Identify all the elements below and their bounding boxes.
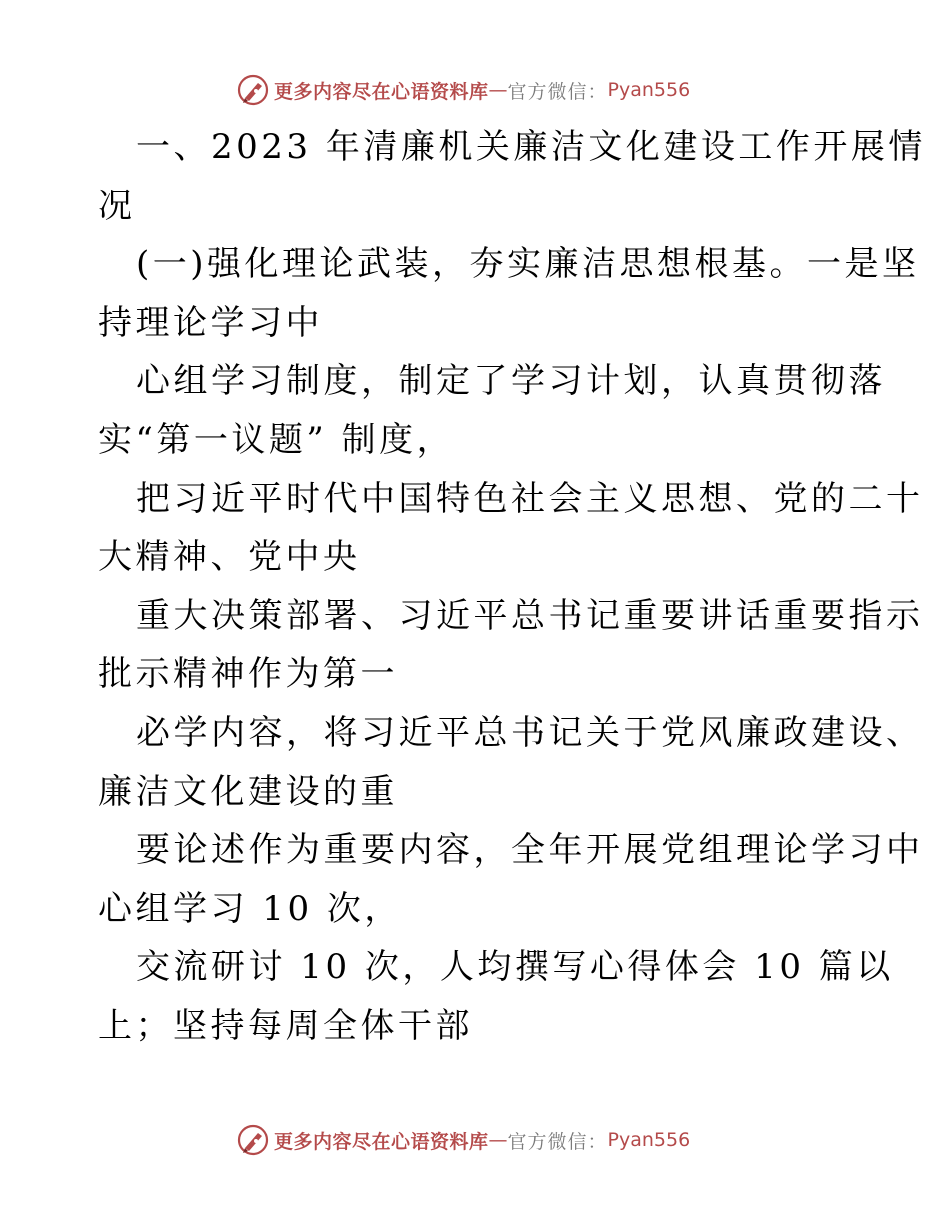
text-line: 持理论学习中 xyxy=(98,302,323,343)
banner-site-text: 更多内容尽在心语资料库 xyxy=(274,80,489,103)
text-line: 重大决策部署、习近平总书记重要讲话重要指示 xyxy=(136,595,924,636)
banner-dash: — xyxy=(488,1129,508,1151)
text-line: 一、2023 年清廉机关廉洁文化建设工作开展情 xyxy=(136,127,926,167)
text-line: 大精神、党中央 xyxy=(98,537,361,578)
text-line: 要论述作为重要内容，全年开展党组理论学习中 xyxy=(136,830,924,871)
pen-logo-icon xyxy=(236,73,270,107)
text-line: 心组学习制度，制定了学习计划，认真贯彻落 xyxy=(136,361,886,402)
header-watermark-banner xyxy=(236,72,690,108)
text-line: 实“第一议题” 制度， xyxy=(98,419,455,460)
text-line: 廉洁文化建设的重 xyxy=(98,771,398,812)
footer-watermark-banner xyxy=(236,1122,690,1158)
banner-wechat-label: 官方微信： xyxy=(507,80,608,103)
banner-dash: — xyxy=(488,79,508,101)
banner-wechat-label: 官方微信： xyxy=(507,1130,608,1153)
text-line: 心组学习 10 次， xyxy=(98,888,402,929)
pen-logo-icon xyxy=(236,1123,270,1157)
text-line: 批示精神作为第一 xyxy=(98,654,398,695)
text-line: 况 xyxy=(98,185,136,226)
text-line: 交流研讨 10 次，人均撰写心得体会 10 篇以 xyxy=(136,947,894,988)
text-line: 必学内容，将习近平总书记关于党风廉政建设、 xyxy=(136,712,924,753)
banner-site-text: 更多内容尽在心语资料库 xyxy=(274,1130,489,1153)
banner-wechat-id: Pyan556 xyxy=(607,1129,691,1151)
document-body xyxy=(98,118,926,1056)
banner-wechat-id: Pyan556 xyxy=(607,79,691,101)
text-line: 上；坚持每周全体干部 xyxy=(98,1005,473,1046)
text-line: 把习近平时代中国特色社会主义思想、党的二十 xyxy=(136,478,924,519)
text-line: (一)强化理论武装，夯实廉洁思想根基。一是坚 xyxy=(136,244,920,285)
